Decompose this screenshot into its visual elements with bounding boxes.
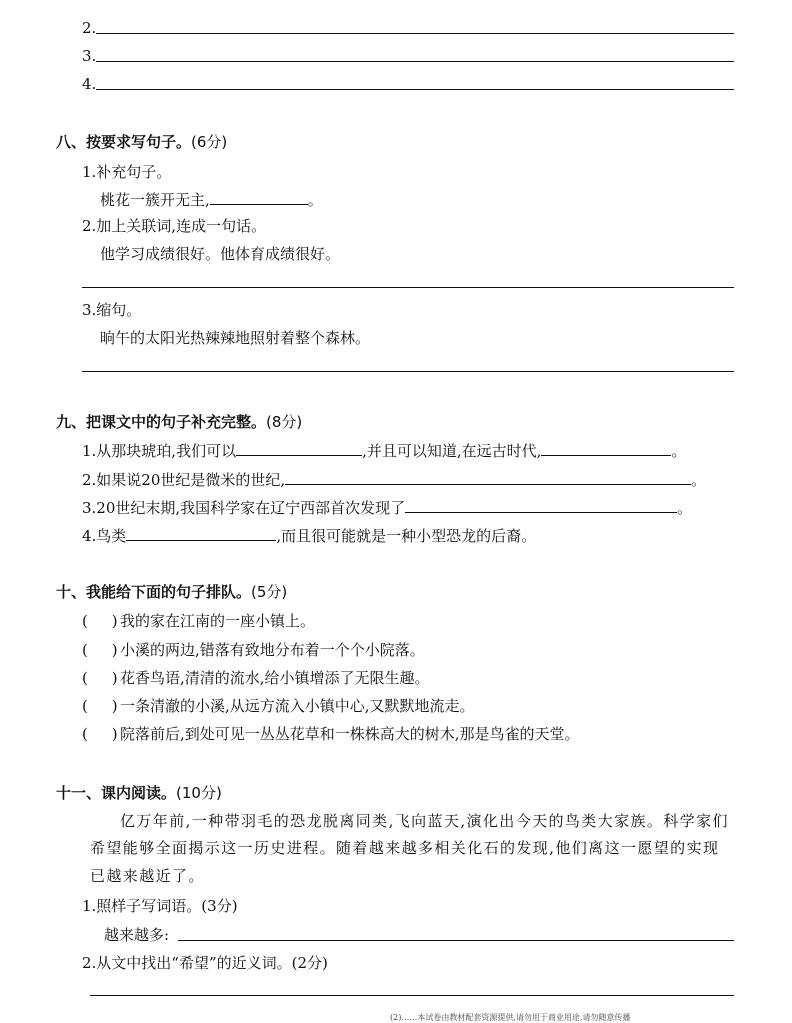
sentence-part: 2.如果说20世纪是微米的世纪, <box>82 471 286 489</box>
answer-underline[interactable] <box>82 287 734 288</box>
answer-underline[interactable] <box>90 995 734 996</box>
s8-q2-text: 他学习成绩很好。他体育成绩很好。 <box>100 245 341 263</box>
section-11-title <box>56 783 222 803</box>
section-points: (8分) <box>266 413 303 431</box>
fill-blank[interactable] <box>285 470 691 485</box>
fill-blank[interactable] <box>236 441 362 456</box>
answer-underline <box>96 89 734 90</box>
sentence-suffix: 。 <box>307 191 323 209</box>
ordering-sentence: 一条清澈的小溪,从远方流入小镇中心,又默默地流走。 <box>120 697 475 715</box>
ordering-item <box>82 668 430 688</box>
s8-q2-label: 2.加上关联词,连成一句话。 <box>82 217 267 235</box>
ordering-item <box>82 696 475 716</box>
answer-line-4[interactable] <box>82 74 96 94</box>
s8-q1-sentence <box>100 190 323 210</box>
answer-underline[interactable] <box>82 371 734 372</box>
fill-blank[interactable] <box>210 190 308 205</box>
section-points: (5分) <box>251 583 288 601</box>
fill-blank[interactable] <box>405 498 677 513</box>
s9-q1 <box>82 441 686 461</box>
item-number: 4. <box>82 75 97 93</box>
section-points: (6分) <box>191 133 228 151</box>
sentence-part: 4.鸟类 <box>82 527 127 545</box>
passage-line: 希望能够全面揭示这一历史进程。随着越来越多相关化石的发现,他们离这一愿望的实现 <box>90 839 720 857</box>
s11-q1-example: 越来越多: <box>104 926 170 944</box>
sentence-part: 1.从那块琥珀,我们可以 <box>82 442 237 460</box>
answer-underline[interactable] <box>178 940 734 941</box>
ordering-item <box>82 640 425 660</box>
ordering-sentence: 小溪的两边,错落有致地分布着一个个小院落。 <box>120 641 425 659</box>
fill-blank[interactable] <box>126 526 276 541</box>
sentence-part: 。 <box>677 499 693 517</box>
section-9-title <box>56 412 302 432</box>
answer-line-2[interactable] <box>82 18 96 38</box>
ordering-item <box>82 724 580 744</box>
section-title-text: 八、按要求写句子。 <box>56 133 192 151</box>
answer-underline <box>96 61 734 62</box>
fill-blank[interactable] <box>541 441 671 456</box>
section-points: (10分) <box>176 784 222 802</box>
passage-line: 亿万年前,一种带羽毛的恐龙脱离同类,飞向蓝天,演化出今天的鸟类大家族。科学家们 <box>120 812 729 830</box>
sentence-part: 3.20世纪末期,我国科学家在辽宁西部首次发现了 <box>82 499 406 517</box>
answer-underline <box>96 33 734 34</box>
s11-q2-label: 2.从文中找出“希望”的近义词。(2分) <box>82 954 328 972</box>
ordering-item <box>82 611 315 631</box>
section-10-title <box>56 582 287 602</box>
order-answer-box[interactable]: ( ) <box>82 612 118 630</box>
section-title-text: 十一、课内阅读。 <box>56 784 177 802</box>
s9-q4 <box>82 526 536 546</box>
ordering-sentence: 花香鸟语,清清的流水,给小镇增添了无限生趣。 <box>120 669 430 687</box>
passage-line: 已越来越近了。 <box>90 867 205 885</box>
section-8-title <box>56 132 227 152</box>
ordering-sentence: 我的家在江南的一座小镇上。 <box>120 612 316 630</box>
page-footer: (2)……本试卷由教材配套资源提供,请勿用于商业用途,请勿随意传播 <box>390 1013 631 1022</box>
order-answer-box[interactable]: ( ) <box>82 697 118 715</box>
sentence-part: 。 <box>691 471 707 489</box>
answer-line-3[interactable] <box>82 46 96 66</box>
s9-q3 <box>82 498 692 518</box>
s8-q3-label: 3.缩句。 <box>82 301 142 319</box>
item-number: 3. <box>82 47 97 65</box>
order-answer-box[interactable]: ( ) <box>82 641 118 659</box>
order-answer-box[interactable]: ( ) <box>82 725 118 743</box>
section-title-text: 十、我能给下面的句子排队。 <box>56 583 252 601</box>
sentence-part: ,并且可以知道,在远古时代, <box>362 442 542 460</box>
s9-q2 <box>82 470 706 490</box>
sentence-part: ,而且很可能就是一种小型恐龙的后裔。 <box>276 527 537 545</box>
ordering-sentence: 院落前后,到处可见一丛丛花草和一株株高大的树木,那是鸟雀的天堂。 <box>120 725 580 743</box>
sentence-prefix: 桃花一簇开无主, <box>100 191 210 209</box>
item-number: 2. <box>82 19 97 37</box>
sentence-part: 。 <box>671 442 687 460</box>
section-title-text: 九、把课文中的句子补充完整。 <box>56 413 267 431</box>
s11-q1-label: 1.照样子写词语。(3分) <box>82 897 238 915</box>
order-answer-box[interactable]: ( ) <box>82 669 118 687</box>
s8-q1-label: 1.补充句子。 <box>82 163 172 181</box>
s8-q3-text: 晌午的太阳光热辣辣地照射着整个森林。 <box>100 329 371 347</box>
